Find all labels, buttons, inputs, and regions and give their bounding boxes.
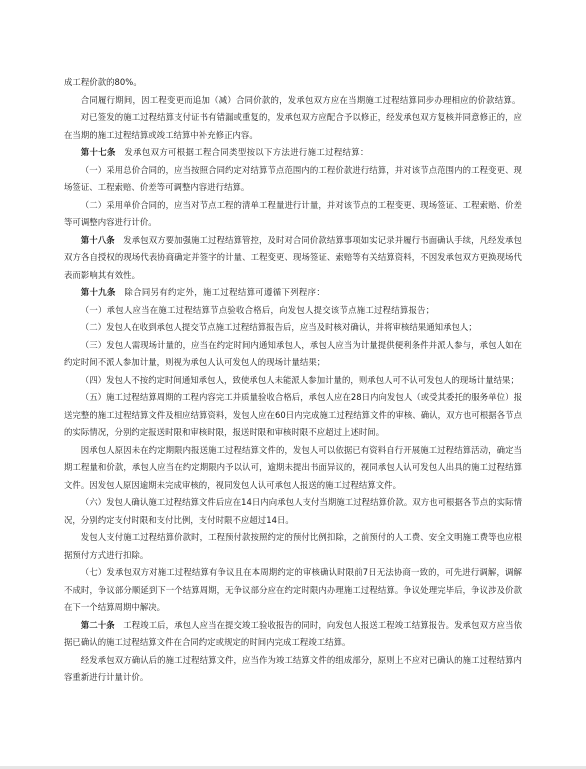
article-paragraph: 第二十条 工程竣工后，承包人应当在提交竣工验收报告的同时，向发包人报送工程竣工结算报告。发承包双方应当依据已确认的施工过程结算文件在合同约定或规定的时间内完成工程竣工结算。 — [64, 619, 522, 647]
article-heading: 第十八条 — [80, 234, 124, 245]
paragraph: （一）承包人应当在施工过程结算节点验收合格后，向发包人提交该节点施工过程结算报告； — [80, 304, 435, 315]
paragraph: （五）施工过程结算周期的工程内容完工并质量验收合格后，承包人应在28日内向发包人（或受其委托的服务单位）报送完整的施工过程结算文件及相应结算资料，发包人应在60日内完成施工过程结算文件的审核、确认，双方也可根据各节点的实际情况，分别约定报送时限和审核时限，报送时限和审核时限不应超过上述时间。 — [64, 392, 522, 437]
article-heading: 第二十条 — [80, 619, 124, 630]
article-paragraph: 第十九条 除合同另有约定外，施工过程结算可遵循下列程序： — [80, 287, 326, 297]
article-paragraph: 第十八条 发承包双方要加强施工过程结算管控，及时对合同价款结算事项如实记录并履行书面确认手续，凡经发承包双方各自授权的现场代表协商确定并签字的计量、工程变更、现场签证、索赔等有关结算资料，不因发承包双方更换现场代表而影响其有效性。 — [64, 234, 522, 280]
paragraph: （七）发承包双方对施工过程结算有争议且在本周期约定的审核确认时限前7日无法协商一致的，可先进行调解，调解不成时，争议部分顺延到下一个结算周期，无争议部分应在约定时限内办理施工过程结算。争议处理完毕后，争议涉及价款在下一个结算周期中解决。 — [64, 567, 522, 612]
paragraph: （三）发包人需现场计量的，应当在约定时间内通知承包人，承包人应当为计量提供便利条件并派人参与，承包人如在约定时间不派人参加计量，则视为承包人认可发包人的现场计量结果； — [64, 339, 522, 367]
paragraph: 经发承包双方确认后的施工过程结算文件，应当作为竣工结算文件的组成部分，原则上不应对已确认的施工过程结算内容重新进行计量计价。 — [64, 654, 522, 682]
paragraph: 发包人支付施工过程结算价款时，工程预付款按照约定的预付比例扣除，之前预付的人工费、安全文明施工费等也应根据预付方式进行扣除。 — [64, 532, 522, 560]
paragraph: 因承包人原因未在约定期限内报送施工过程结算文件的，发包人可以依据已有资料自行开展施工过程结算活动，确定当期工程量和价款，承包人应当在约定期限内予以认可，逾期未提出书面异议的，视同承包人认可发包人出具的施工过程结算文件。因发包人原因逾期未完成审核的，视同发包人认可承包人报送的施工过程结算文件。 — [64, 444, 522, 490]
paragraph: （四）发包人不按约定时间通知承包人，致使承包人未能派人参加计量的，则承包人可不认可发包人的现场计量结果； — [80, 374, 519, 385]
paragraph: （六）发包人确认施工过程结算文件后应在14日内向承包人支付当期施工过程结算价款。双方也可根据各节点的实际情况，分别约定支付时限和支付比例，支付时限不应超过14日。 — [64, 497, 522, 525]
paragraph: （二）发包人在收到承包人提交节点施工过程结算报告后，应当及时核对确认，并将审核结果通知承包人； — [80, 322, 477, 332]
article-paragraph: 第十七条 发承包双方可根据工程合同类型按以下方法进行施工过程结算： — [80, 147, 369, 157]
paragraph: 合同履行期间，因工程变更而追加（减）合同价款的，发承包双方应在当期施工过程结算同步办理相应的价款结算。 — [80, 94, 521, 105]
paragraph: 成工程价款的80%。 — [64, 77, 142, 87]
paragraph: 对已签发的施工过程结算支付证书有错漏或重复的，发承包双方应配合予以修正，经发承包双方复核并同意修正的，应在当期的施工过程结算或竣工结算中补充修正内容。 — [64, 112, 522, 140]
paragraph: （一）采用总价合同的，应当按照合同约定对结算节点范围内的工程价款进行结算，并对该节点范围内的工程变更、现场签证、工程索赔、价差等可调整内容进行结算。 — [64, 164, 522, 192]
article-heading: 第十九条 — [80, 287, 125, 297]
paragraph: （二）采用单价合同的，应当对节点工程的清单工程量进行计量，并对该节点的工程变更、现场签证、工程索赔、价差等可调整内容进行计价。 — [64, 199, 522, 227]
article-heading: 第十七条 — [80, 147, 125, 157]
